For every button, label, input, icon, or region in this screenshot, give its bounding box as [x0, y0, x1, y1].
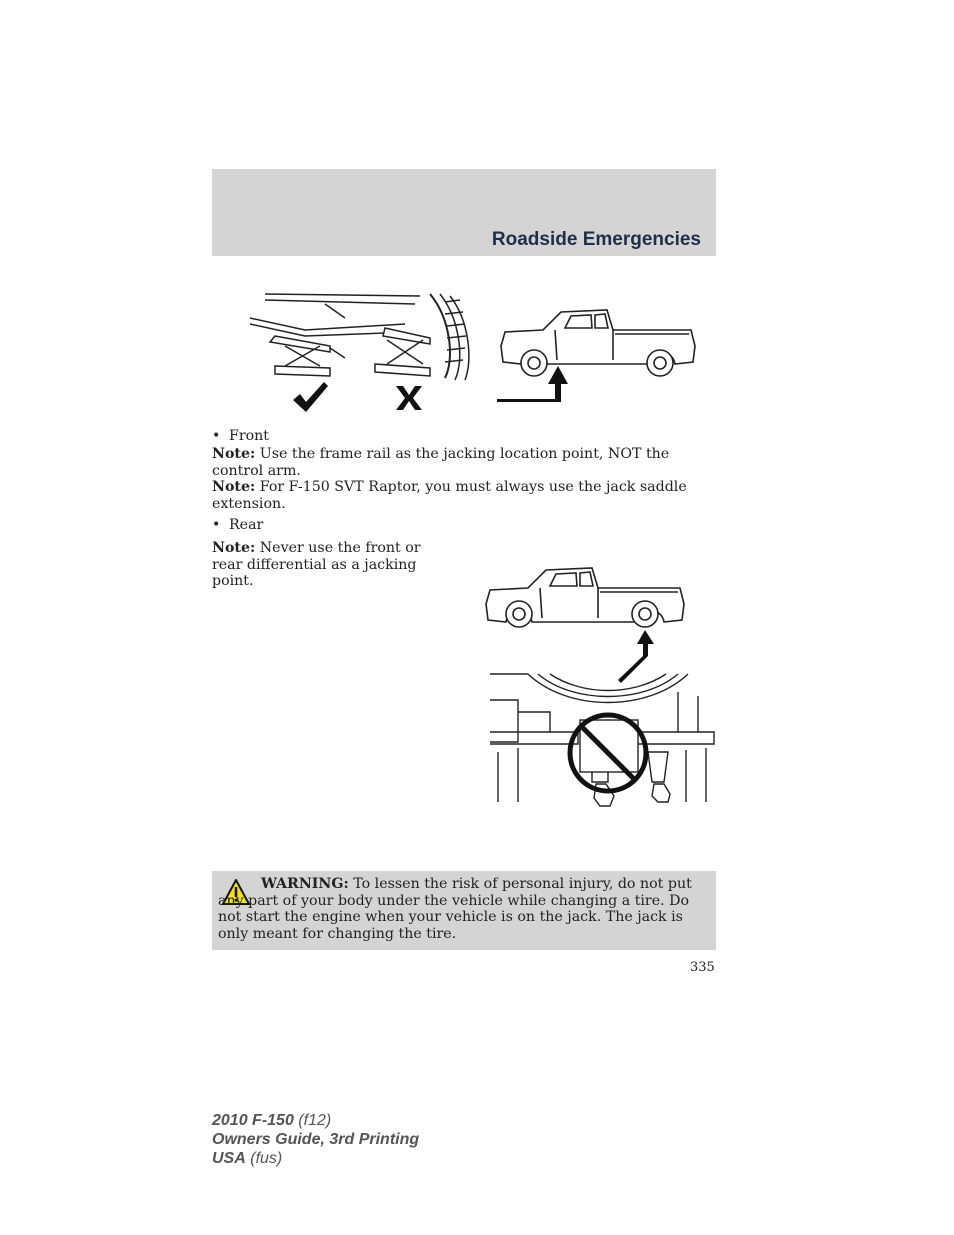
note-label: Note:: [212, 540, 256, 556]
truck-front-jack-point-illustration: [495, 300, 700, 405]
note-front-frame-rail: [212, 446, 712, 479]
section-title: Roadside Emergencies: [491, 229, 701, 250]
document-footer: [212, 1111, 419, 1168]
note-rear-differential: [212, 540, 452, 590]
footer-line-1: 2010 F-150 (f12): [212, 1112, 332, 1129]
section-header: [212, 169, 716, 256]
footer-line-3: USA (fus): [212, 1150, 283, 1167]
footer-line-2: Owners Guide, 3rd Printing: [212, 1131, 420, 1148]
x-mark-icon: [393, 384, 425, 412]
bullet-rear: • Rear: [212, 517, 264, 533]
warning-label: WARNING:: [261, 876, 349, 892]
bullet-rear-label: Rear: [229, 517, 264, 533]
prohibition-icon: [565, 710, 651, 796]
bullet-front: • Front: [212, 428, 270, 444]
page-number: 335: [690, 960, 715, 975]
bullet-front-label: Front: [229, 428, 270, 444]
checkmark-icon: [290, 380, 330, 414]
note-text: Use the frame rail as the jacking location point, NOT the control arm.: [212, 446, 670, 479]
warning-body: To lessen the risk of personal injury, do not put any part of your body under the vehicle while changing a tire. Do not start the engine when your vehicle is on the jack. The jack is only meant for changing the tire.: [218, 876, 692, 942]
note-label: Note:: [212, 446, 256, 462]
note-front-raptor: [212, 479, 712, 512]
warning-box: [212, 871, 716, 950]
front-jacking-illustration: [245, 288, 485, 418]
note-text: For F-150 SVT Raptor, you must always use the jack saddle extension.: [212, 479, 687, 512]
warning-text: [218, 876, 710, 942]
truck-rear-jack-point-illustration: [480, 558, 695, 686]
note-label: Note:: [212, 479, 256, 495]
note-text: Never use the front or rear differential as a jacking point.: [212, 540, 421, 589]
